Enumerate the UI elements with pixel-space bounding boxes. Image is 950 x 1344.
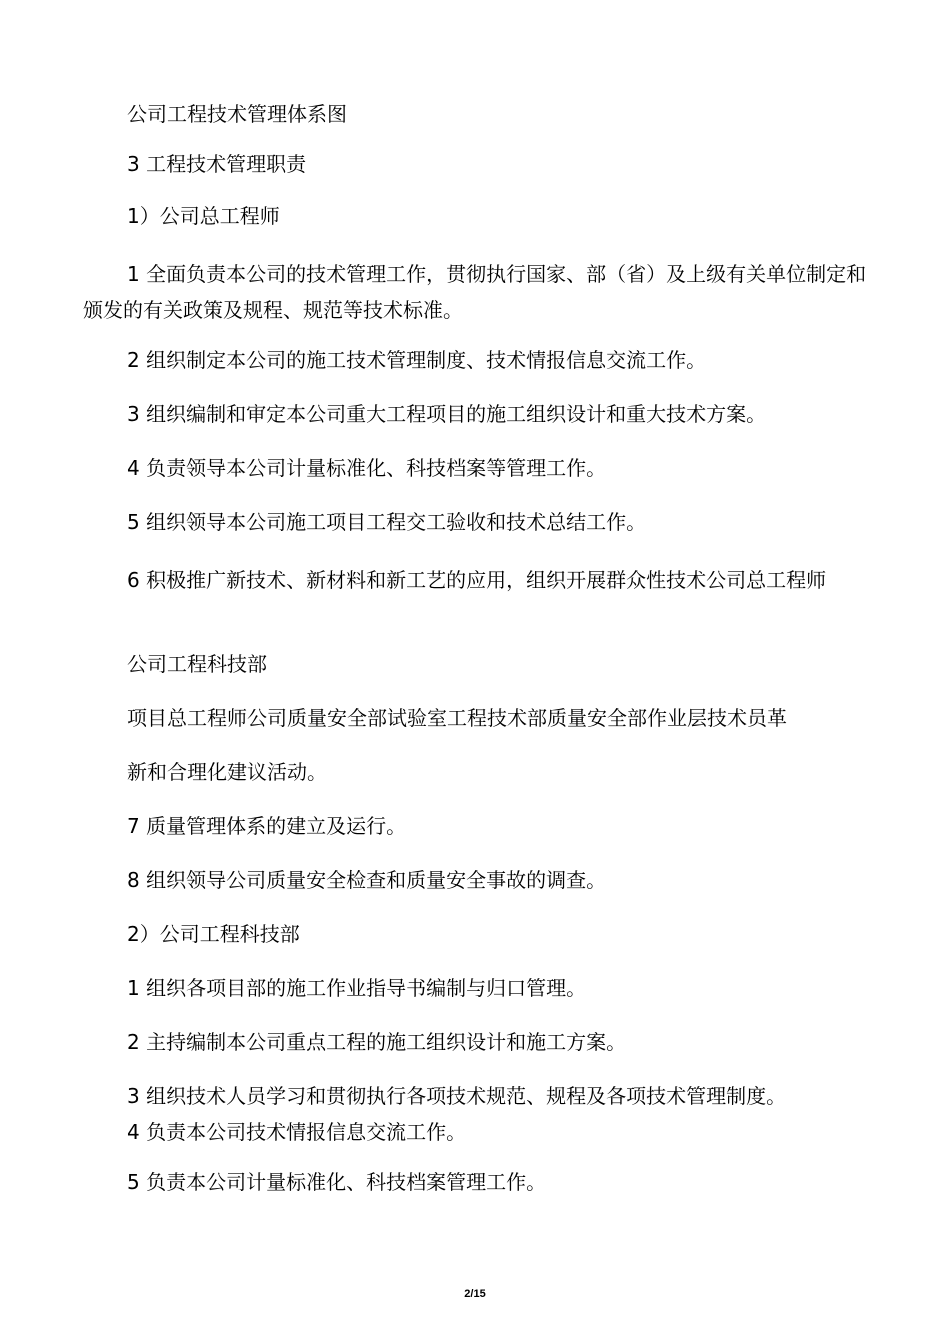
page-number: 2/15 <box>464 1288 486 1300</box>
paragraph: 5 组织领导本公司施工项目工程交工验收和技术总结工作。 <box>127 510 647 534</box>
paragraph: 6 积极推广新技术、新材料和新工艺的应用，组织开展群众性技术公司总工程师 <box>127 568 827 592</box>
subsection-heading: 2）公司工程科技部 <box>127 922 300 946</box>
section-heading: 3 工程技术管理职责 <box>127 152 307 176</box>
paragraph: 7 质量管理体系的建立及运行。 <box>127 814 407 838</box>
section-caption: 公司工程技术管理体系图 <box>127 102 347 126</box>
paragraph: 1 全面负责本公司的技术管理工作，贯彻执行国家、部（省）及上级有关单位制定和颁发的有关政策及规程、规范等技术标准。 <box>83 262 867 322</box>
paragraph: 4 负责本公司技术情报信息交流工作。 <box>127 1120 467 1144</box>
paragraph: 8 组织领导公司质量安全检查和质量安全事故的调查。 <box>127 868 607 892</box>
paragraph: 5 负责本公司计量标准化、科技档案管理工作。 <box>127 1170 547 1194</box>
paragraph: 3 组织编制和审定本公司重大工程项目的施工组织设计和重大技术方案。 <box>127 402 767 426</box>
paragraph: 2 主持编制本公司重点工程的施工组织设计和施工方案。 <box>127 1030 627 1054</box>
paragraph: 3 组织技术人员学习和贯彻执行各项技术规范、规程及各项技术管理制度。 <box>127 1084 787 1108</box>
paragraph: 公司工程科技部 <box>127 652 267 676</box>
paragraph: 项目总工程师公司质量安全部试验室工程技术部质量安全部作业层技术员革 <box>127 706 787 730</box>
paragraph: 1 组织各项目部的施工作业指导书编制与归口管理。 <box>127 976 587 1000</box>
paragraph: 新和合理化建议活动。 <box>127 760 327 784</box>
subsection-heading: 1）公司总工程师 <box>127 204 280 228</box>
paragraph: 2 组织制定本公司的施工技术管理制度、技术情报信息交流工作。 <box>127 348 707 372</box>
paragraph: 4 负责领导本公司计量标准化、科技档案等管理工作。 <box>127 456 607 480</box>
